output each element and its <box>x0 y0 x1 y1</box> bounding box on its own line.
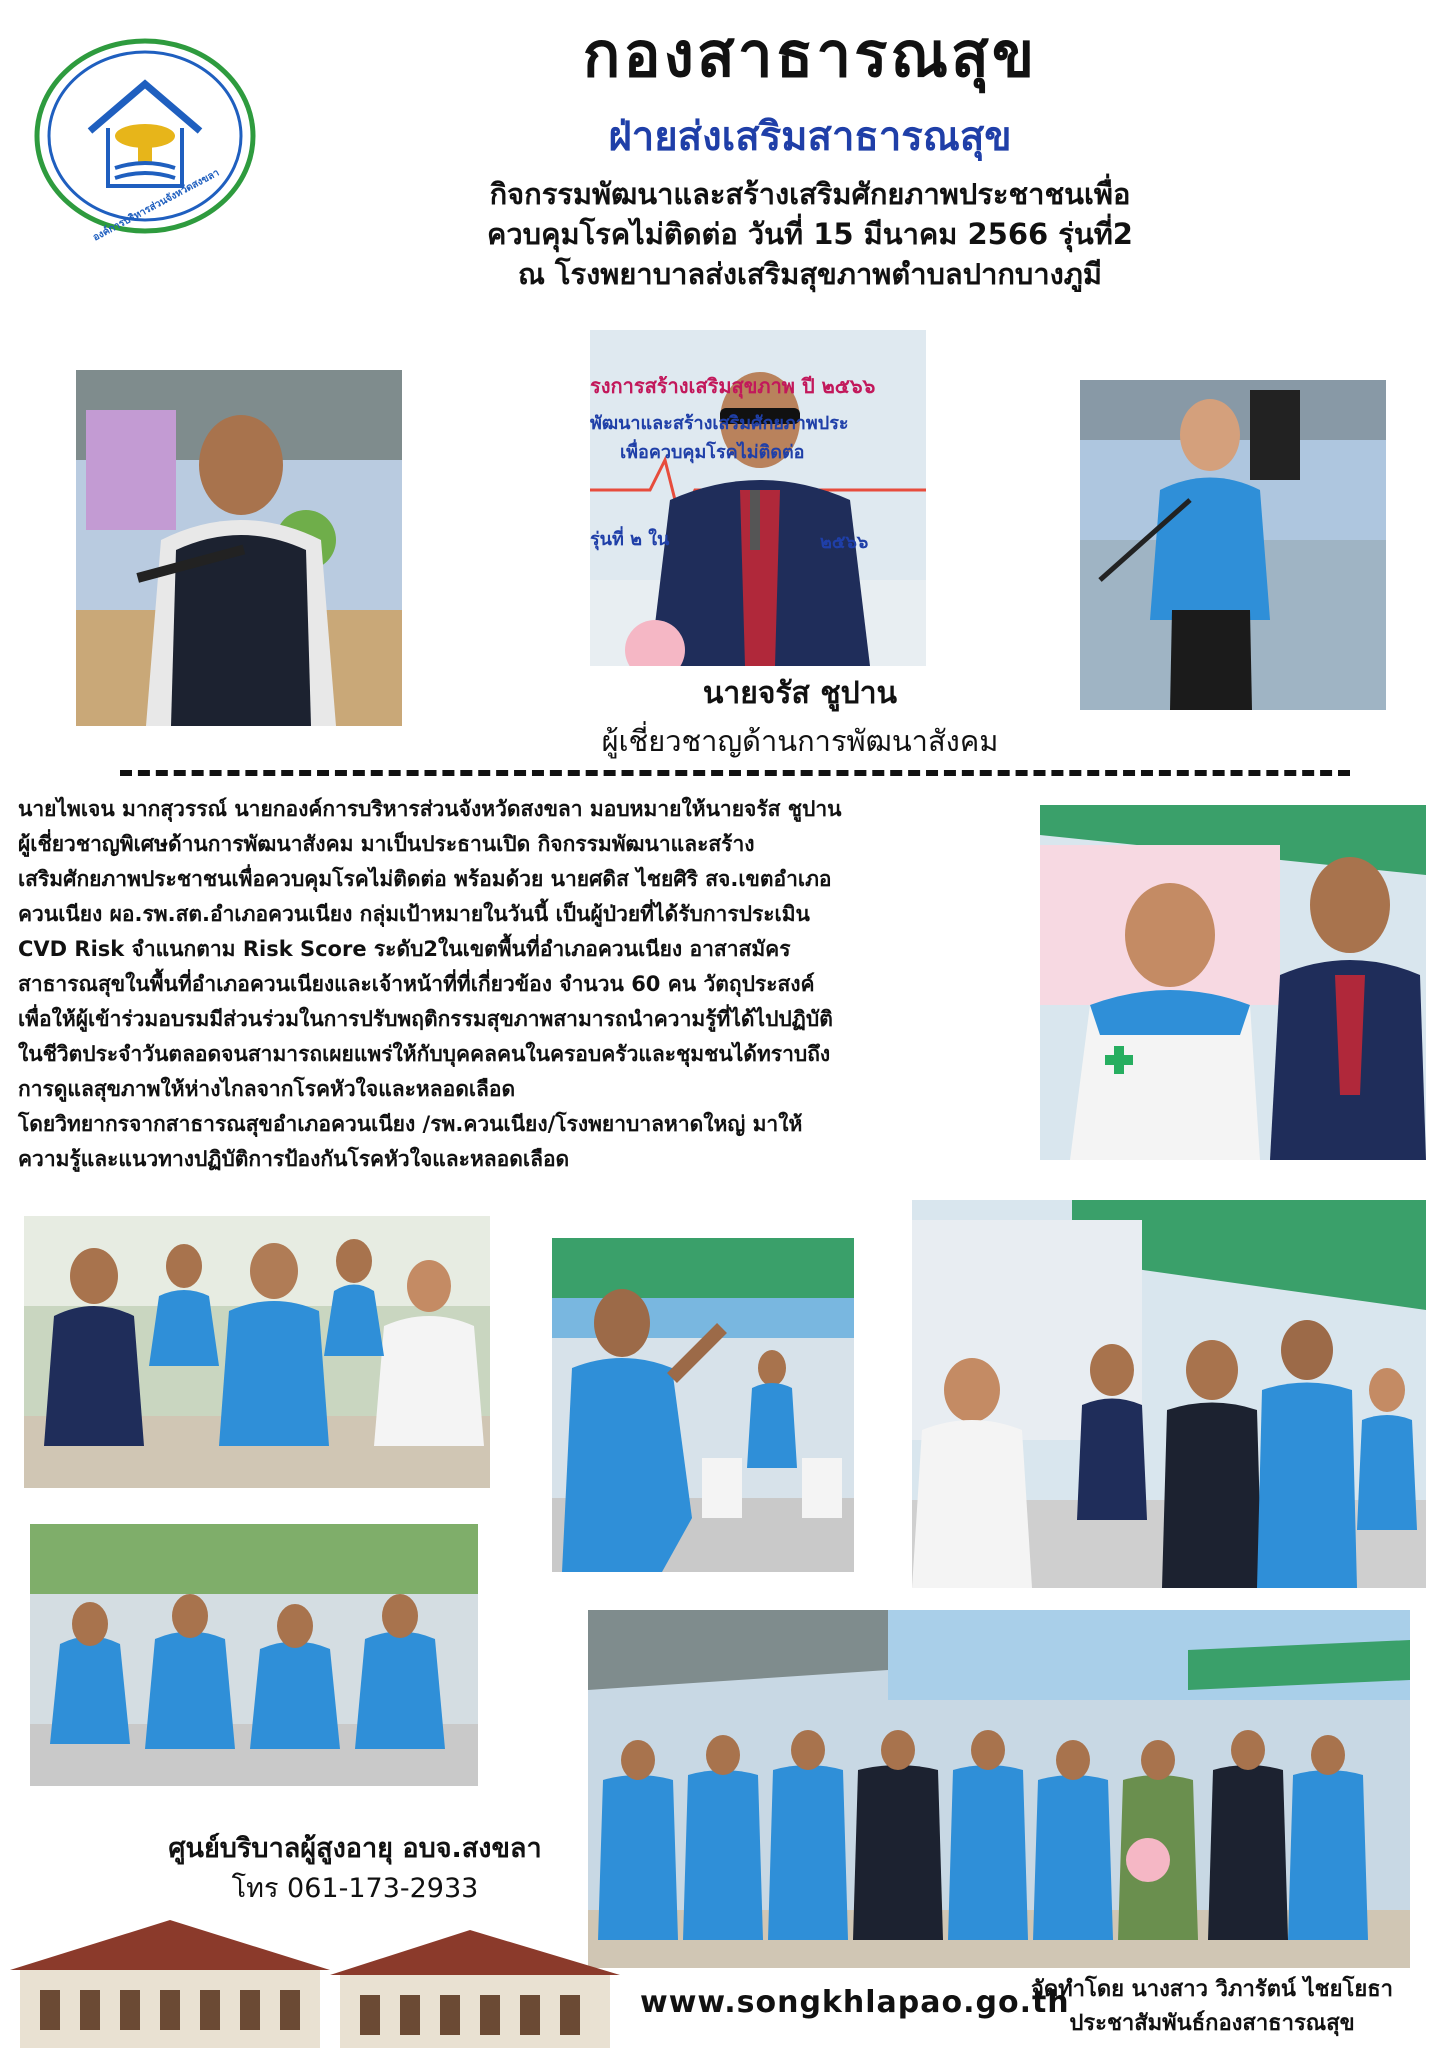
banner-line: พัฒนาและสร้างเสริมศักยภาพประ <box>590 413 849 434</box>
body-line: ความรู้และแนวทางปฏิบัติการป้องกันโรคหัวใจและหลอดเลือด <box>18 1147 570 1171</box>
logo-ring-text: องค์การบริหารส่วนจังหวัดสงขลา <box>91 167 222 244</box>
body-line: การดูแลสุขภาพให้ห่างไกลจากโรคหัวใจและหลอดเลือด <box>18 1077 516 1101</box>
banner-line: รุ่นที่ ๒ ใน <box>590 529 670 550</box>
activity-heading <box>0 174 1448 294</box>
website-url: www.songkhlapao.go.th <box>640 1985 1070 2020</box>
activity-line: ควบคุมโรคไม่ติดต่อ วันที่ 15 มีนาคม 2566 รุ่นที่2 <box>487 217 1133 251</box>
body-line: ผู้เชี่ยวชาญพิเศษด้านการพัฒนาสังคม มาเป็นประธานเปิด กิจกรรมพัฒนาและสร้าง <box>18 832 755 856</box>
elderly-care-center-name: ศูนย์บริบาลผู้สูงอายุ อบจ.สงขลา <box>168 1833 542 1864</box>
photo-exercise-participant <box>552 1238 854 1572</box>
banner-line: เพื่อควบคุมโรคไม่ติดต่อ <box>620 442 805 463</box>
body-line: นายไพเจน มากสุวรรณ์ นายกองค์การบริหารส่วนจังหวัดสงขลา มอบหมายให้นายจรัส ชูปาน <box>18 797 842 821</box>
activity-line: ณ โรงพยาบาลส่งเสริมสุขภาพตำบลปากบางภูมี <box>517 257 1102 291</box>
photo-wai-greeting <box>912 1200 1426 1588</box>
photo-speaker-center <box>590 330 926 666</box>
body-line: เพื่อให้ผู้เข้าร่วมอบรมมีส่วนร่วมในการปรับพฤติกรรมสุขภาพสามารถนำความรู้ที่ได้ไปปฏิบัติ <box>18 1007 833 1031</box>
credit-line: จัดทำโดย นางสาว วิภารัตน์ ไชยโยธา <box>1030 1977 1393 2002</box>
photo-seated-participants <box>30 1524 478 1786</box>
photo-group <box>588 1610 1410 1968</box>
photo-seated-officials <box>24 1216 490 1488</box>
credit <box>1012 1973 1412 2041</box>
body-line: โดยวิทยากรจากสาธารณสุขอำเภอควนเนียง /รพ.ควนเนียง/โรงพยาบาลหาดใหญ่ มาให้ <box>18 1112 803 1136</box>
activity-line: กิจกรรมพัฒนาและสร้างเสริมศักยภาพประชาชนเพื่อ <box>489 177 1131 211</box>
photo-greeting-nurse <box>1040 805 1426 1160</box>
elderly-care-center-phone: โทร 061-173-2933 <box>231 1873 479 1904</box>
building-illustration <box>0 1900 660 2048</box>
division-title: ฝ่ายส่งเสริมสาธารณสุข <box>608 114 1012 160</box>
banner-line: ๒๕๖๖ <box>820 532 869 553</box>
backdrop-banner <box>590 370 926 556</box>
body-line: CVD Risk จำแนกตาม Risk Score ระดับ2ในเขตพื้นที่อำเภอควนเนียง อาสาสมัคร <box>18 937 791 961</box>
body-paragraph <box>18 792 1028 1177</box>
body-line: เสริมศักยภาพประชาชนเพื่อควบคุมโรคไม่ติดต่อ พร้อมด้วย นายศดิส ไชยศิริ สจ.เขตอำเภอ <box>18 867 832 891</box>
photo-speaker-left <box>76 370 402 726</box>
speaker-role: ผู้เชี่ยวชาญด้านการพัฒนาสังคม <box>601 724 999 758</box>
body-line: ในชีวิตประจำวันตลอดจนสามารถเผยแพร่ให้กับบุคคลคนในครอบครัวและชุมชนได้ทราบถึง <box>18 1042 831 1066</box>
body-line: สาธารณสุขในพื้นที่อำเภอควนเนียงและเจ้าหน้าที่ที่เกี่ยวข้อง จำนวน 60 คน วัตถุประสงค์ <box>18 972 815 996</box>
body-line: ควนเนียง ผอ.รพ.สต.อำเภอควนเนียง กลุ่มเป้าหมายในวันนี้ เป็นผู้ป่วยที่ได้รับการประเมิน <box>18 902 810 926</box>
speaker-name: นายจรัส ชูปาน <box>702 676 898 711</box>
dashed-divider <box>120 770 1350 776</box>
page-title: กองสาธารณสุข <box>582 18 1038 91</box>
banner-line: รงการสร้างเสริมสุขภาพ ปี ๒๕๖๖ <box>590 374 876 398</box>
credit-line: ประชาสัมพันธ์กองสาธารณสุข <box>1069 2011 1355 2036</box>
photo-speaker-right <box>1080 380 1386 710</box>
